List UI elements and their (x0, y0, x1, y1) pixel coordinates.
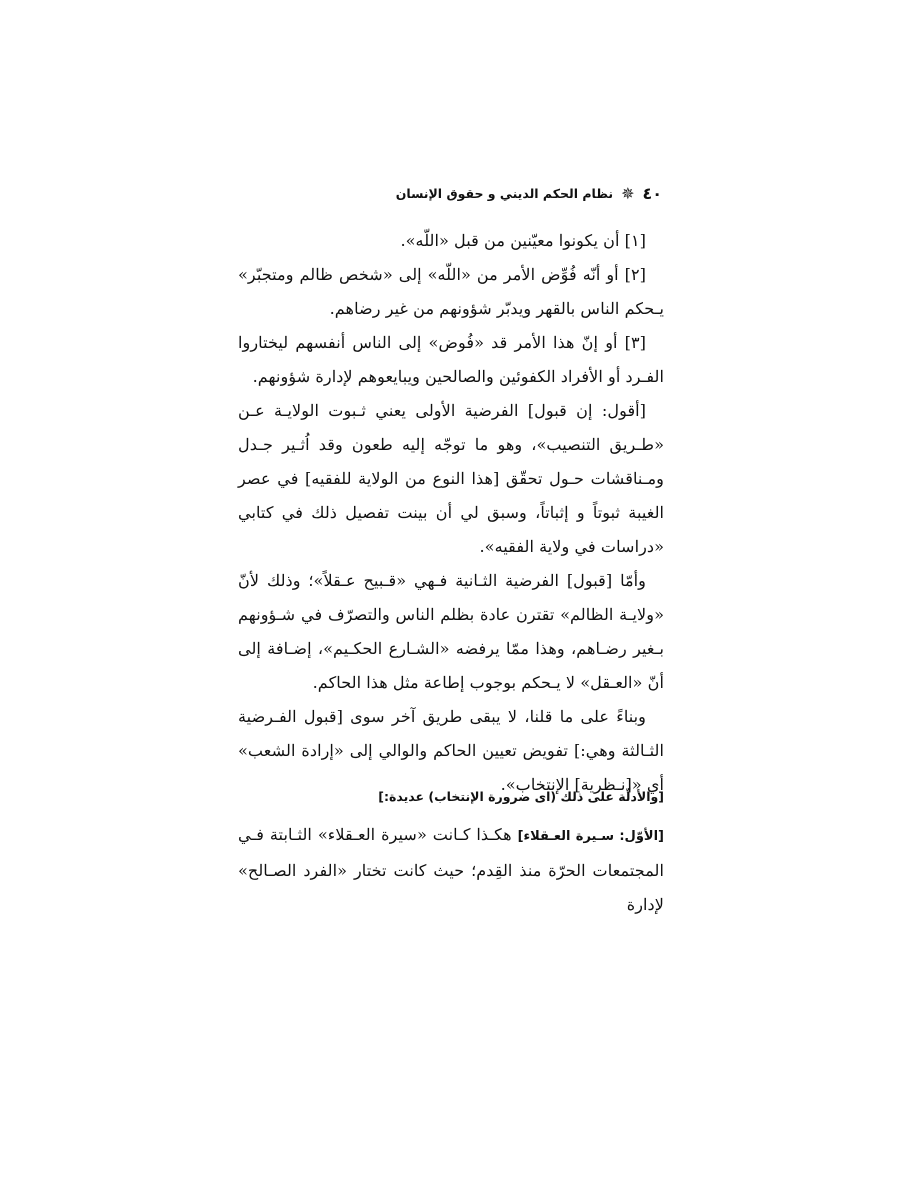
page-number: ٤٠ (642, 183, 662, 203)
section-subheading: [والأدلّة على ذلك (اى ضرورة الإنتخاب) عديدة:] (378, 789, 664, 804)
running-title: نظام الحكم الديني و حقوق الإنسان (395, 185, 614, 201)
running-header (240, 180, 662, 206)
paragraph-5: وأمّا [قبول] الفرضية الثـانية فـهي «قـبيح عـقلاً»؛ وذلك لأنّ «ولايـة الظالم» تقترن عادة بظلم الناس والتصرّف في شـؤونهم بـغير رضـاهم، وهذا ممّا يرفضه «الشـارع الحكـيم»، إضـافة إلى أنّ «العـقل» لا يـحكم بوجوب إطاعة مثل هذا الحاكم. (238, 571, 664, 692)
bold-lead: [الأوّل: سـيرة العـقلاء] (517, 829, 664, 844)
paragraph-6: وبناءً على ما قلنا، لا يبقى طريق آخر سوى [قبول الفـرضية الثـالثة وهي:] تفويض تعيين الحاكم والوالي إلى «إرادة الشعب» أي «[نـظرية] الإنتخاب». (238, 707, 664, 794)
body-text-continued (238, 818, 664, 922)
paragraph-2: [٢] أو أنّه فُوِّض الأمر من «اللّه» إلى «شخص ظالم ومتجبّر» يـحكم الناس بالقهر ويدبّر شؤونهم من غير رضاهم. (238, 265, 664, 318)
body-text (238, 224, 664, 802)
paragraph-4: [أقول: إن قبول] الفرضية الأولى يعني ثـبوت الولايـة عـن «طـريق التنصيب»، وهو ما توجّه إليه طعون وقد اُثـير جـدل ومـناقشات حـول تحقّق [هذا النوع من الولاية للفقيه] في عصر الغيبة ثبوتاً و إثباتاً، وسبق لي أن بينت تفصيل ذلك في كتابي «دراسات في ولاية الفقيه». (238, 401, 664, 556)
paragraph-3: [٣] أو إنّ هذا الأمر قد «فُوض» إلى الناس أنفسهم ليختاروا الفـرد أو الأفراد الكفوئين والصالحين ويبايعوهم لإدارة شؤونهم. (238, 333, 664, 386)
paragraph-1: [١] أن يكونوا معيّنين من قبل «اللّه». (400, 231, 646, 250)
paragraph-7-text: هكـذا كـانت «سيرة العـقلاء» الثـابتة فـي المجتمعات الحرّة منذ القِدم؛ حيث كانت تختار «الفرد الصـالح» لإدارة (238, 825, 664, 914)
paragraph-7 (238, 818, 664, 922)
star-icon: ✵ (621, 183, 635, 203)
